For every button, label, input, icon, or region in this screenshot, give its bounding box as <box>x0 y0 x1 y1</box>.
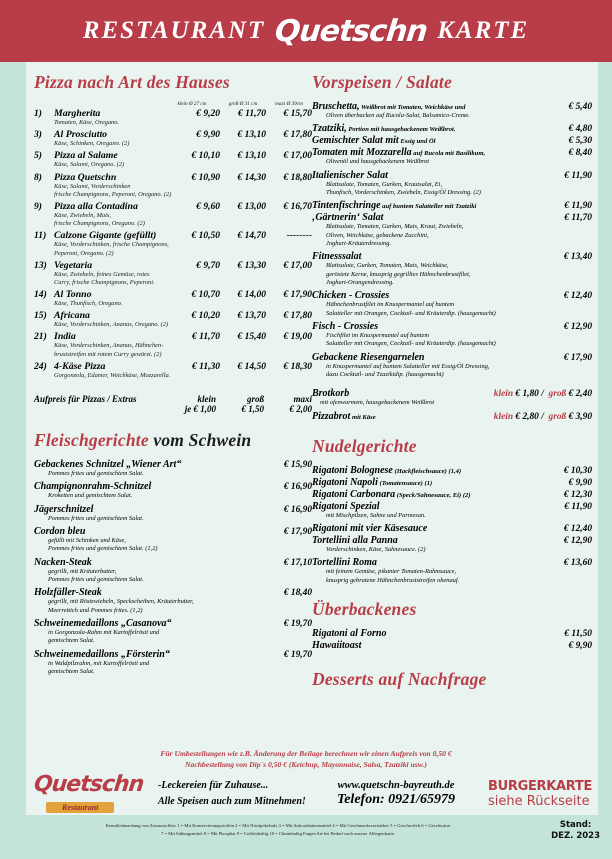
pizza-description: Käse, Schinken, Oregano. (2) <box>54 140 130 148</box>
dish-price: € 9,90 <box>568 477 592 488</box>
bread-item <box>312 411 592 422</box>
dish-description: Kroketten und gemischtem Salat. <box>48 492 133 500</box>
dish-name: Tomaten mit Mozzarella auf Rucola mit Basilikum, <box>312 147 486 159</box>
pizza-price-gross: € 13,30 <box>237 260 266 271</box>
dish-name: Chicken - Crossies <box>312 290 390 302</box>
dish-name: Cordon bleu <box>34 525 86 537</box>
pizza-item <box>34 361 312 380</box>
surcharge-price-gross: € 1,50 <box>241 404 264 414</box>
dish-description: in Waldpilzrahm, mit Kartoffelrösti und gemischtem Salat. <box>48 659 150 675</box>
pizza-number: 11) <box>34 230 47 242</box>
starter-item <box>312 200 592 211</box>
dish-price-two-sizes: klein € 1,80 / groß € 2,40 <box>493 389 592 400</box>
section-title-pizza: Pizza nach Art des Hauses <box>34 72 230 92</box>
starter-item <box>312 123 592 134</box>
dish-description: in Knuspermantel auf buntem Salatteller mit Essig/Öl Dressing, dazu Cocktail- und Tzazikidip. (hausgemacht) <box>326 362 490 378</box>
dish-price: € 12,40 <box>563 523 592 534</box>
dish-name: Rigatoni mit vier Käsesauce <box>312 522 428 534</box>
pizza-number: 1) <box>34 108 42 119</box>
stand-label: Stand: <box>559 820 592 830</box>
pizza-name: Pizza al Salame <box>54 150 118 162</box>
starter-item <box>312 352 592 380</box>
dish-price: € 4,80 <box>568 124 592 135</box>
dish-description: Fischfilet im Knuspermantel auf buntem Salatteller mit Orangen, Cocktail- und Kräuterdip. (hausgemacht) <box>326 331 496 348</box>
pizza-price-gross: € 13,10 <box>237 151 266 162</box>
pizza-description: Tomaten, Käse, Oregano. <box>54 119 120 126</box>
dish-price: € 5,40 <box>568 102 592 112</box>
contact-block <box>310 780 482 808</box>
restaurant-logo <box>34 772 154 815</box>
pizza-description: Käse, Salami, Vorderschinken frische Champignons, Peperoni, Oregano. (2) <box>54 182 172 198</box>
dish-name: Nacken-Steak <box>34 556 92 568</box>
starter-item <box>312 101 592 120</box>
pizza-size-gross: groß Ø 31 cm <box>228 101 258 107</box>
pasta-item <box>312 501 592 520</box>
pasta-item <box>312 557 592 585</box>
dish-description: Hähnchenbrustfilet im Knuspermantel auf buntem Salatteller mit Orangen, Cocktail- und Kräuterdip. (hausgemacht) <box>326 301 496 317</box>
pizza-price-maxi: € 18,30 <box>283 361 312 372</box>
dish-name: Pizzabrot mit Käse <box>312 410 376 422</box>
pizza-number: 24) <box>34 360 47 372</box>
slogan-line1: -Leckereien für Zuhause... <box>158 780 269 791</box>
dish-price: € 17,90 <box>283 526 312 537</box>
stand-date-block <box>551 820 600 843</box>
section-title-desserts: Desserts auf Nachfrage <box>312 668 487 689</box>
pasta-list <box>312 465 592 585</box>
reorder-note-line1: Für Umbestellungen wie z.B. Änderung der Beilage berechnen wir einen Aufpreis von 0,50 € <box>160 749 452 758</box>
header-title <box>83 14 529 49</box>
pizza-item <box>34 310 312 329</box>
pizza-price-maxi: € 17,00 <box>283 260 312 271</box>
pizza-number: 8) <box>34 171 42 183</box>
surcharge-size-maxi: maxi <box>293 394 312 404</box>
pizza-price-klein: € 9,70 <box>196 260 220 271</box>
surcharge-price-maxi: € 2,00 <box>289 404 312 414</box>
dish-name: Tintenfischringe auf buntem Salatteller mit Tzatziki <box>312 200 477 212</box>
pizza-description: Käse, Zwiebeln, feines Gemüse, rotes Curry, frische Champignons, Peperoni. <box>54 270 155 286</box>
dish-description: mit ofenwarmem, hausgebackenem Weißbrot <box>320 399 435 407</box>
starter-item <box>312 170 592 198</box>
dish-price: € 13,40 <box>563 252 592 263</box>
pizza-price-gross: € 14,70 <box>237 231 266 242</box>
dish-price: € 18,40 <box>283 588 312 599</box>
section-title-gratin: Überbackenes <box>312 598 417 619</box>
burger-card-title: BURGERKARTE <box>488 778 593 794</box>
pizza-price-gross: € 14,50 <box>237 361 266 372</box>
pizza-price-gross: € 11,70 <box>238 109 266 119</box>
burger-card-notice <box>482 779 598 809</box>
dish-name: Fitnesssalat <box>312 251 362 263</box>
dish-price: € 9,90 <box>568 640 592 651</box>
reorder-note-line2: Nachbestellung von Dip´s 0,50 € (Ketchup, Mayonnaise, Salsa, Tzatziki usw.) <box>185 760 427 769</box>
dish-price: € 17,90 <box>563 352 592 363</box>
pizza-price-klein: € 9,20 <box>196 109 220 119</box>
dish-description: Oliven überbacken auf Rucola-Salat, Balsamico-Creme. <box>326 112 470 119</box>
left-column <box>34 72 312 679</box>
pizza-item <box>34 230 312 257</box>
section-title-pork: Fleischgerichte vom Schwein <box>34 430 252 450</box>
pork-item <box>34 618 312 646</box>
dish-name: Gemischter Salat mit Essig und Öl <box>312 135 436 147</box>
dish-description: mit Mischpilzen, Sahne und Parmesan. <box>326 511 426 519</box>
dish-price: € 12,90 <box>563 535 592 546</box>
additives-line2: 7 = Mit Süßungsmittel 8 = Mit Phosphat 9 = Coffeinhaltig 10 = Chininhaltig Fragen Sie bei Bedarf nach unserer Allergenkarte. <box>161 830 395 836</box>
bread-list <box>312 388 592 421</box>
dish-price: € 12,90 <box>563 321 592 332</box>
gratin-list <box>312 628 592 651</box>
dish-name: Rigatoni al Forno <box>312 627 387 639</box>
dish-name: Schweinemedaillons „Försterin“ <box>34 648 170 660</box>
pizza-item <box>34 201 312 228</box>
additives-line1: Kenntlichmachung von Zusatzstoffen: 1 = Mit Konservierungsstoffen 2 = Mit Nitritpökelsalz 3 = Mit Antioxidationsmittel 4 = Mit Geschmacksverstärker 5 = Geschwefelt 6 = Geschwärzt <box>105 823 451 828</box>
pizza-description: Käse, Zwiebeln, Mais, frische Champignons, Oregano. (2) <box>54 211 145 228</box>
dish-price: € 15,90 <box>283 460 312 470</box>
pizza-description: Käse, Vorderschinken, Ananas, Oregano. (2) <box>54 321 169 329</box>
pizza-name: Calzone Gigante (gefüllt) <box>54 230 157 242</box>
dish-description: gefüllt mit Schinken und Käse, Pommes frites und gemischtem Salat. (1,2) <box>48 536 158 553</box>
pasta-item <box>312 477 592 488</box>
dish-description: Blattsalate, Tomaten, Gurken, Mais, Kraut, Zwiebeln, Oliven, Weichkäse, gebackene Zucchini, Joghurt-Kräuterdressing. <box>326 223 464 247</box>
pizza-price-maxi: € 15,70 <box>283 109 312 119</box>
pizza-price-klein: € 10,50 <box>191 231 220 242</box>
dish-name: Hawaiitoast <box>312 639 362 651</box>
dish-description: Olivenöl und hausgebackenem Weißbrot <box>326 158 429 166</box>
header-banner <box>0 0 612 62</box>
pizza-price-maxi: € 19,00 <box>283 332 312 343</box>
pork-item <box>34 481 312 500</box>
pizza-price-klein: € 11,30 <box>192 361 220 372</box>
gratin-item <box>312 628 592 639</box>
pork-item <box>34 504 312 523</box>
dish-description: gegrillt, mit Kräuterbutter, Pommes frites und gemischtem Salat. <box>48 567 144 583</box>
logo-wordmark: Quetschn <box>32 772 145 797</box>
dish-price: € 8,40 <box>568 148 592 159</box>
pizza-price-klein: € 10,90 <box>191 172 220 183</box>
pizza-price-gross: € 14,30 <box>237 172 266 183</box>
dish-description: Blattsalate, Tomaten, Gurken, Krautsalat, Ei, Thunfisch, Vorderschinken, Zwiebeln, Essig/Öl Dressing. (2) <box>326 180 481 196</box>
pork-item <box>34 557 312 585</box>
dish-name: Fisch - Crossies <box>312 320 379 332</box>
dish-price: € 11,90 <box>564 201 592 212</box>
dish-price: € 11,90 <box>564 501 592 512</box>
dish-name: Brotkorb <box>312 388 350 400</box>
pizza-description: Käse, Vorderschinken, frische Champignons, Peperoni, Oregano. (2) <box>54 241 169 257</box>
dish-description: mit feinem Gemüse, pikanter Tomaten-Rahmsauce, knusprig gebratene Hähnchenbruststreifen obenauf. <box>326 568 460 584</box>
dish-price: € 12,40 <box>563 291 592 302</box>
pizza-item <box>34 172 312 199</box>
dish-price: € 16,90 <box>283 504 312 515</box>
pasta-item <box>312 523 592 534</box>
pizza-price-maxi: € 17,00 <box>283 151 312 162</box>
burger-card-subtitle: siehe Rückseite <box>488 793 590 809</box>
pizza-price-gross: € 13,00 <box>237 201 266 212</box>
pizza-price-klein: € 9,90 <box>196 130 220 141</box>
dish-name: Rigatoni Bolognese (Hackfleischsauce) (1,4) <box>312 464 462 476</box>
dish-name: Gebackenes Schnitzel „Wiener Art“ <box>34 459 182 470</box>
dish-price: € 17,10 <box>283 557 312 568</box>
gratin-item <box>312 640 592 651</box>
slogan <box>154 778 310 809</box>
stand-date: DEZ. 2023 <box>551 831 600 842</box>
dish-name: Tzatziki, Portion mit hausgebackenem Weißbrot. <box>312 123 456 135</box>
pizza-price-klein: € 10,70 <box>191 290 220 301</box>
pizza-item <box>34 150 312 169</box>
dish-price: € 5,30 <box>568 136 592 147</box>
header-brand-logo: Quetschn <box>273 13 430 49</box>
starter-item <box>312 212 592 248</box>
starter-item <box>312 135 592 146</box>
pizza-price-maxi: -------- <box>286 231 312 242</box>
pork-item <box>34 649 312 677</box>
pizza-item <box>34 108 312 127</box>
pizza-number: 5) <box>34 150 42 162</box>
slogan-line2: Alle Speisen auch zum Mitnehmen! <box>158 795 306 807</box>
dish-name: Tortellini Roma <box>312 557 377 569</box>
pizza-item <box>34 289 312 308</box>
pizza-size-maxi: maxi Ø 39cm <box>275 101 303 107</box>
dish-name: Holzfäller-Steak <box>34 587 102 599</box>
dish-price: € 11,90 <box>564 170 592 181</box>
pizza-name: Margherita <box>54 108 101 119</box>
pizza-name: Pizza Quetschn <box>54 171 117 183</box>
right-column <box>312 72 592 698</box>
pizza-description: Gorgonzola, Edamer, Weichkäse, Mozzarella. <box>54 371 171 379</box>
pizza-number: 21) <box>34 331 47 343</box>
pizza-size-klein: klein Ø 27 cm <box>177 101 207 107</box>
dish-description: Vorderschinken, Käse, Sahnesauce. (2) <box>326 545 426 553</box>
dish-price: € 11,50 <box>564 628 592 639</box>
dish-name: Gebackene Riesengarnelen <box>312 351 425 363</box>
dish-name: Champignonrahm-Schnitzel <box>34 481 152 493</box>
starter-item <box>312 147 592 166</box>
surcharge-je-label: je € 1,00 <box>184 404 216 414</box>
pizza-price-klein: € 11,70 <box>192 332 220 343</box>
pizza-item <box>34 260 312 287</box>
dish-description: in Gorgonzola-Rahm mit Kartoffelrösti und gemischtem Salat. <box>48 628 160 645</box>
pasta-item <box>312 535 592 554</box>
pork-list <box>34 459 312 676</box>
pizza-price-maxi: € 17,80 <box>283 130 312 141</box>
pork-item <box>34 587 312 615</box>
dish-price: € 16,90 <box>283 482 312 493</box>
pizza-item <box>34 129 312 148</box>
starters-list <box>312 101 592 379</box>
pizza-price-gross: € 13,10 <box>237 130 266 141</box>
pizza-price-klein: € 10,10 <box>191 151 220 162</box>
logo-subtitle: Restaurant <box>46 802 114 813</box>
dish-description: Blattsalate, Gurken, Tomaten, Mais, Weichkäse, geröstete Kerne, knusprig gegrilltes Hähnchenbrustfilet, Joghurt-Orangendressing. <box>326 262 471 286</box>
dish-name: Rigatoni Napoli (Tomatensauce) (1) <box>312 476 433 488</box>
bread-item <box>312 388 592 407</box>
pizza-name: Pizza alla Contadina <box>54 200 138 212</box>
pizza-number: 3) <box>34 129 42 141</box>
dish-price-two-sizes: klein € 2,80 / groß € 3,90 <box>493 411 592 422</box>
pizza-size-headers <box>34 101 312 107</box>
pizza-price-gross: € 14,00 <box>237 290 266 301</box>
pizza-price-klein: € 9,60 <box>196 201 220 212</box>
pizza-name: Al Prosciutto <box>54 129 108 141</box>
pizza-price-maxi: € 17,90 <box>283 290 312 301</box>
pizza-price-maxi: € 17,80 <box>283 311 312 322</box>
menu-columns <box>0 62 612 859</box>
pizza-number: 15) <box>34 310 47 322</box>
section-title-starters: Vorspeisen / Salate <box>312 72 452 92</box>
pizza-number: 13) <box>34 259 47 271</box>
dish-name: Schweinemedaillons „Casanova“ <box>34 617 172 629</box>
pork-item <box>34 459 312 478</box>
dish-price: € 19,70 <box>283 618 312 629</box>
pizza-name: Africana <box>54 310 90 322</box>
reorder-note <box>0 748 612 770</box>
pizza-surcharge <box>34 394 312 414</box>
dish-description: Pommes frites und gemischtem Salat. <box>48 470 144 477</box>
pizza-price-maxi: € 16,70 <box>283 201 312 212</box>
pasta-item <box>312 465 592 476</box>
dish-price: € 12,30 <box>563 489 592 500</box>
pizza-price-gross: € 13,70 <box>237 311 266 322</box>
pork-item <box>34 526 312 554</box>
pizza-name: Al Tonno <box>54 289 92 301</box>
pizza-item <box>34 331 312 358</box>
dish-price: € 11,70 <box>564 213 592 224</box>
pizza-description: Käse, Salami, Oregano. (2) <box>54 161 125 169</box>
pizza-price-gross: € 15,40 <box>237 332 266 343</box>
starter-item <box>312 251 592 287</box>
dish-name: Italienischer Salat <box>312 169 388 181</box>
dish-name: Tortellini alla Panna <box>312 534 398 546</box>
dish-name: Rigatoni Spezial <box>312 500 380 512</box>
dish-price: € 10,30 <box>563 465 592 476</box>
starter-item <box>312 290 592 318</box>
dish-price: € 19,70 <box>283 649 312 660</box>
pizza-price-klein: € 10,20 <box>191 311 220 322</box>
pizza-name: Vegetaria <box>54 259 93 271</box>
pizza-description: Käse, Vorderschinken, Ananas, Hähnchen- bruststreifen mit rotem Curry gewürzt. (2) <box>54 342 164 358</box>
pizza-list <box>34 108 312 380</box>
pasta-item <box>312 489 592 500</box>
website-link[interactable]: www.quetschn-bayreuth.de <box>337 779 455 791</box>
header-left-text: RESTAURANT <box>82 17 266 44</box>
dish-name: ‚Gärtnerin‘ Salat <box>312 212 384 224</box>
pizza-name: 4-Käse Pizza <box>54 360 106 372</box>
footer-bar <box>34 772 598 815</box>
pizza-number: 14) <box>34 289 47 301</box>
dish-name: Jägerschnitzel <box>34 503 94 515</box>
dish-description: gegrillt, mit Röstzwiebeln, Speckscheiben, Kräuterbutter, Meerrettich und Pommes frites. (1,2) <box>48 598 194 614</box>
pizza-name: India <box>54 331 76 343</box>
phone-number[interactable]: Telefon: 0921/65979 <box>336 791 456 807</box>
header-right-text: KARTE <box>437 17 530 44</box>
dish-name: Bruschetta, Weißbrot mit Tomaten, Weichkäse und <box>312 101 466 112</box>
dish-description: Pommes frites und gemischtem Salat. <box>48 514 144 522</box>
dish-name: Rigatoni Carbonara (Speck/Sahnesauce, Ei) (2) <box>312 488 471 500</box>
additives-legend <box>40 822 516 837</box>
pizza-number: 9) <box>34 200 42 212</box>
surcharge-size-klein: klein <box>197 394 216 404</box>
pizza-price-maxi: € 18,80 <box>283 172 312 183</box>
pizza-description: Käse, Thunfisch, Oregano. <box>54 300 123 308</box>
section-title-pasta: Nudelgerichte <box>312 435 417 456</box>
surcharge-label: Aufpreis für Pizzas / Extras <box>34 394 137 404</box>
surcharge-size-gross: groß <box>246 394 264 404</box>
starter-item <box>312 321 592 349</box>
dish-price: € 13,60 <box>563 558 592 569</box>
